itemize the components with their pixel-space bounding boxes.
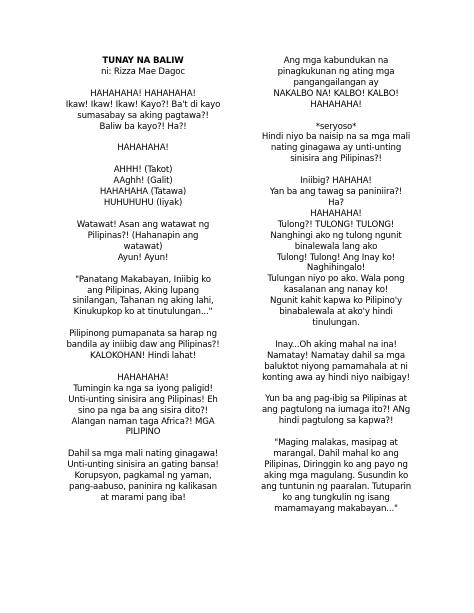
stanza-2: HAHAHAHA! [117,143,169,154]
stanza-12: Inay...Oh aking mahal na ina! Namatay! Namatay dahil sa mga baluktot niyong pamamahala at ni konting awa ay hindi niyo naibigay! [262,339,410,383]
stanza-11: Iniibig? HAHAHA! Yan ba ang tawag sa paniniira?! Ha? HAHAHAHA! Tulong?! TULONG! TULONG! Nanghingi ako ng tulong ngunit binalewala lang ako Tulong! Tulong! Ang Inay ko! Naghihingalo! Tulungan niyo po ako. Wala pong kasalanan ang nanay ko! Ngunit kahit kapwa ko Pilipino'y binabalewala at ako'y hindi tinulungan. [267,176,405,328]
stanza-8: Dahil sa mga mali nating ginagawa! Unti-unting sinisira an gating bansa! Korupsyon, pagkamal ng yaman, pang-aabuso, paninira ng kalikasan at marami pang iba! [67,449,219,503]
stanza-7: HAHAHAHA! Tumingin ka nga sa iyong paligid! Unti-unting sinisira ang Pilipinas! Eh sino pa nga ba ang sisira dito?! Alangan naman taga Africa?! MGA PILIPINO [68,372,218,438]
stanza-1: HAHAHAHA! HAHAHAHA! Ikaw! Ikaw! Ikaw! Kayo?! Ba't di kayo sumasabay sa aking pagtawa?! Baliw ba kayo?! Ha?! [65,88,221,132]
stanza-6: Pilipinong pumapanata sa harap ng bandila ay iniibig daw ang Pilipinas?! KALOKOHAN! Hindi lahat! [66,329,220,362]
stanza-3: AHHH! (Takot) AAghh! (Galit) HAHAHAHA (Tatawa) HUHUHUHU (Iiyak) [99,165,187,209]
right-column [243,56,429,526]
stanza-4: Watawat! Asan ang watawat ng Pilipinas?! (Hahanapin ang watawat) Ayun! Ayun! [76,219,210,263]
poem-author: ni: Rizza Mae Dagoc [100,66,185,77]
stanza-14: "Maging malakas, masipag at marangal. Dahil mahal ko ang Pilipinas, Diringgin ko ang payo ng aking mga magulang. Susundin ko ang tuntunin ng paaralan. Tutuparin ko ang tungkulin ng isang mamamayang makabayan..." [260,438,412,514]
left-column [50,56,236,515]
stanza-9: Ang mga kabundukan na pinagkukunan ng ating mga pangangailangan ay NAKALBO NA! KALBO! KALBO! HAHAHAHA! [273,56,399,110]
stanza-13: Yun ba ang pag-ibig sa Pilipinas at ang pagtulong na iumaga ito?! ANg hindi pagtulong sa kapwa?! [261,394,411,427]
stanza-10: *seryoso* Hindi niyo ba naisip na sa mga mali nating ginagawa ay unti-unting sinisira ang Pilipinas?! [261,121,411,165]
poem-title: TUNAY NA BALIW [102,56,184,66]
stanza-5: "Panatang Makabayan, Iniibig ko ang Pilipinas, Aking lupang sinilangan, Tahanan ng aking lahi, Kinukupkop ko at tinutulungan..." [72,274,214,318]
